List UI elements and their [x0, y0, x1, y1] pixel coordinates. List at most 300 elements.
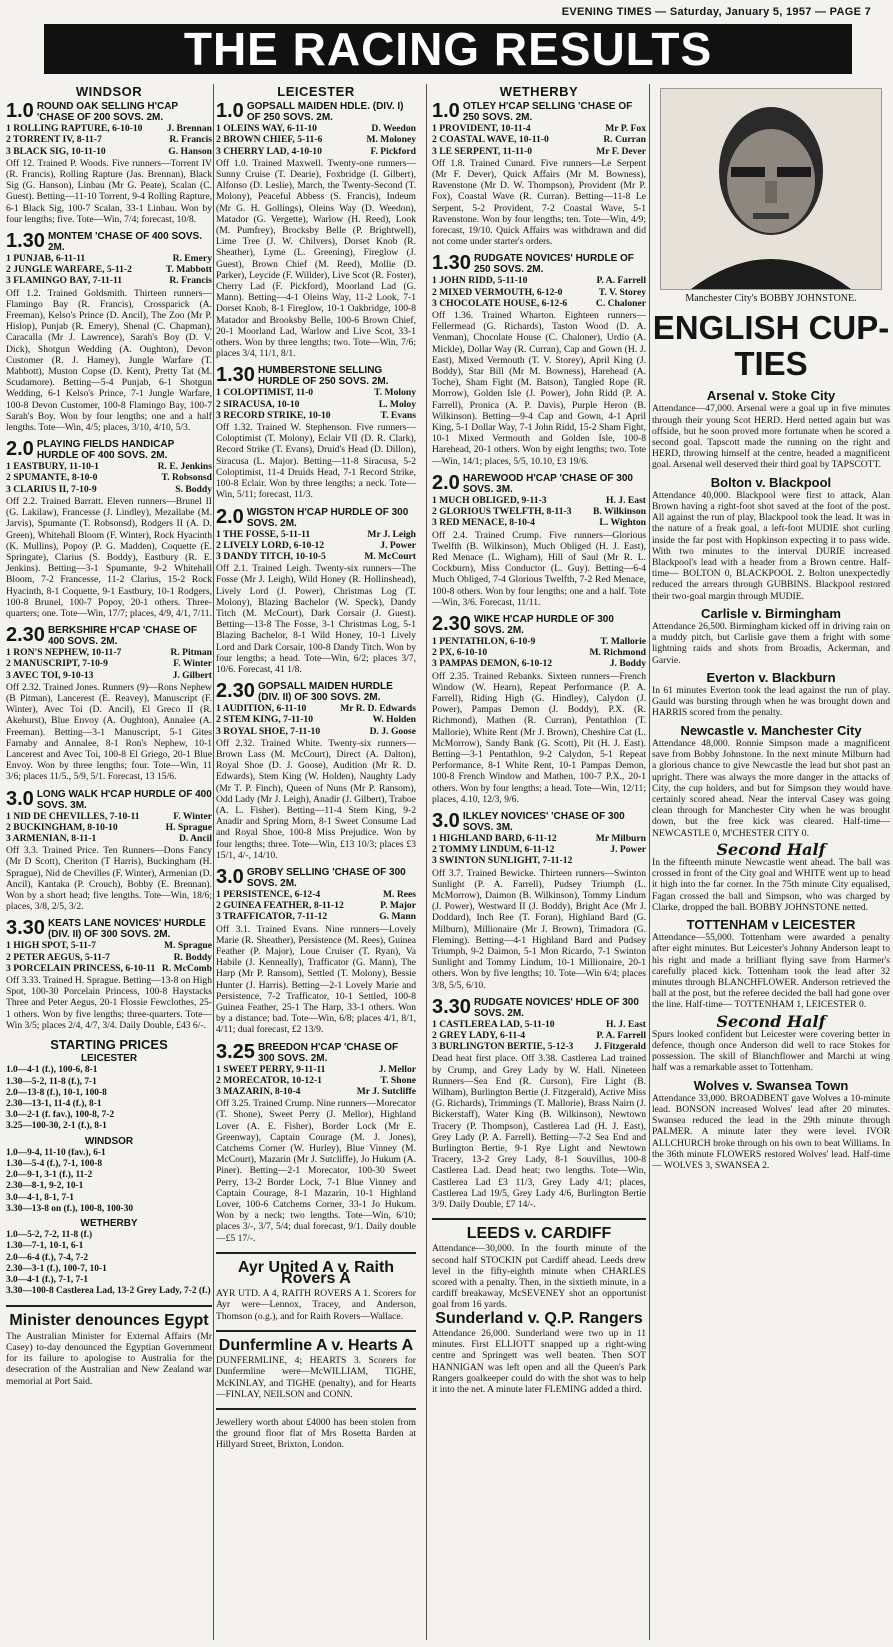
race-result: [6, 918, 212, 1031]
player-photo: [660, 88, 882, 290]
jockey-name: Mr P. Fox: [605, 123, 646, 135]
horse-name: 2 TOMMY LINDUM, 6-11-12: [432, 844, 555, 856]
course-name: WINDSOR: [75, 84, 143, 99]
jockey-name: R. Francis: [169, 134, 212, 146]
match-title: Arsenal v. Stoke City: [706, 388, 836, 404]
leeds-text: Attendance—30,000. In the fourth minute of the second half STOCKIN put Cardiff ahead. Leeds drew level in the fifty-eighth minute when CHARLES scored with a penalty. Then, in the sixtieth minute, in a cardiff breakaway, McSEVENEY shot an opportunist goal from 16 yards.: [432, 1243, 646, 1311]
match-report: Attendance—47,000. Arsenal were a goal up in five minutes through their young Scot HERD. Herd netted again but was offside, but he soon proved more fortunate when he scored a second goal. Tapscott made the running on the right and HERD, throwing himself at the centre, headed a magnificent goal. Arsenal well deserved their third goal by TAPSCOTT.: [652, 403, 890, 471]
horse-name: 1 HIGHLAND BARD, 6-11-12: [432, 832, 557, 844]
horse-name: 1 PERSISTENCE, 6-12-4: [216, 888, 321, 900]
horse-name: 1 RON'S NEPHEW, 10-11-7: [6, 647, 122, 659]
jockey-name: R. Curran: [603, 134, 646, 146]
horse-name: 3 LE SERPENT, 11-11-0: [432, 145, 533, 157]
race-report: Off 3.25. Trained Crump. Nine runners—Morecator (T. Shone), Sweet Perry (J. Mellor), Highland Lover (A. E. Fisher), Border Lock (Mr E. Greenway), Captain Courage (M. J. Jones), Catchems Corner (W. Hurley), Blue Vinney (M. McCourt), Mazarin (Mr J. Sutcliffe), Jo Hukum (A. Piner). Betting—2-1 Morecator, 100-30 Sweet Perry, 13-2 Border Lock, 7-1 Blue Vinney and Captain Courage, 8-1 Mazarin, 10-1 Highland Lover, 100-6 Catchems Corner, 33-1 Jo Hukum. Won by a neck; two lengths. Tote—Win, 6/10; places 3/-, 3/7, 5/4; dual forecast, 9/1. Daily double—£5 17/-.: [216, 1098, 416, 1244]
jockey-name: G. Hanson: [168, 145, 212, 157]
jockey-name: J. Boddy: [609, 658, 646, 670]
jockey-name: Mr R. D. Edwards: [340, 703, 416, 715]
match-report: In 61 minutes Everton took the lead against the run of play. Gauld was bursting through when he was brought down and HARRIS scored from the penalty.: [652, 685, 890, 719]
placing-row: [432, 123, 646, 134]
horse-name: 3 AVEC TOI, 9-10-13: [6, 669, 94, 681]
placing-row: [6, 123, 212, 134]
horse-name: 3 CLARIUS II, 7-10-9: [6, 483, 97, 495]
race-time: 1.0: [6, 100, 34, 123]
jockey-name: L. Moloy: [378, 398, 416, 410]
race-report: Off 1.2. Trained Goldsmith. Thirteen runners—Flamingo Bay (R. Francis), Crossparick (A. Freeman), Kelso's Prince (D. Ancil), The Zoo (Mr P. Hislop), Punjab (R. Emery), Shenal (C. Chapman), Caracalla (Mr J. Lawrence), Sarah's Boy (D. V. Dick), Shotgun Wedding (A. Oughton), Devon Customer (R. J. Hamey), Jungle Warfare (T. Mabbott), Muston Copse (D. Kent), Pretty Tat (M. Scudamore). Betting—5-4 Punjab, 6-1 Shotgun Wedding, 6-1 Kelso's Prince, 7-1 Jungle Warfare, 100-8 Devon Customer, 100-8 Flamingo Bay, 100-7 Sarah's Boy. Won by four lengths; one and a half lengths. Tote—Win, 4/5; places, 3/10, 4/10, 5/3.: [6, 287, 212, 434]
race-header: [216, 365, 416, 387]
jockey-name: M. Moloney: [366, 134, 416, 146]
placing-row: [216, 540, 416, 551]
horse-name: 2 GUINEA FEATHER, 8-11-12: [216, 900, 344, 912]
jockey-name: P. Major: [380, 900, 416, 912]
starting-price-line: 1.30—5-2, 11-8 (f.), 7-1: [6, 1076, 97, 1087]
course-wetherby: [432, 86, 646, 1210]
jockey-name: H. Sprague: [165, 821, 212, 833]
starting-price-line: 3.0—2-1 (f. fav.), 100-8, 7-2: [6, 1110, 115, 1121]
match-report: Attendance 33,000. BROADBENT gave Wolves a 10-minute lead. BONSON increased Wolves' lead after 20 minutes. Swansea reduced the lead in the 29th minute through PALMER. A minute later they were level. IVOR ALLCHURCH broke through on his own to beat Williams. In the 36th minute FLOWERS restored Wolves' lead. Half-time— WOLVES 3, SWANSEA 2.: [652, 1092, 890, 1171]
placing-row: [432, 636, 646, 647]
race-title: BERKSHIRE H'CAP 'CHASE OF 400 SOVS. 2M.: [47, 625, 197, 648]
horse-name: 2 COASTAL WAVE, 10-11-0: [432, 134, 549, 146]
race-report: Off 3.3. Trained Price. Ten Runners—Dons Fancy (Mr D Scott), Cheriton (T Harris), Buckingham (H. Sprague), Nid de Chevilles (F. Winter), Armenian (D. Ancil), Kantaka (P. Crouch), Bobby (E. Brennan). Won by a short head; five lengths. Tote—Win, 18/6; places, 3/8, 2/5, 3/2.: [6, 845, 212, 913]
race-header: [6, 789, 212, 811]
jockey-name: T. Mallorie: [600, 635, 646, 647]
race-time: 3.30: [432, 995, 471, 1018]
column-rule: [426, 84, 427, 1640]
jockey-name: M. Sprague: [164, 940, 212, 952]
horse-name: 3 PORCELAIN PRINCESS, 6-10-11: [6, 962, 156, 974]
horse-name: 2 GLORIOUS TWELFTH, 8-11-3: [432, 506, 572, 518]
starting-price-line: 3.25—100-30, 2-1 (f.), 8-1: [6, 1121, 107, 1132]
race-header: [432, 101, 646, 123]
match-title: Second Half: [716, 839, 826, 859]
placing-row: [432, 844, 646, 855]
placing-row: [432, 506, 646, 517]
horse-name: 1 HIGH SPOT, 5-11-7: [6, 940, 96, 952]
jockey-name: T. Molony: [374, 387, 416, 399]
jockey-name: T. Mabbott: [165, 264, 212, 276]
jockey-name: H. J. East: [606, 1018, 646, 1030]
column-leicester: [216, 84, 416, 1644]
starting-price-line: 2.0—13-8 (f.), 10-1, 100-8: [6, 1087, 107, 1098]
race-time: 1.0: [216, 100, 244, 123]
page-folio: EVENING TIMES — Saturday, January 5, 1957 — PAGE 7: [561, 6, 871, 18]
race-time: 3.0: [6, 787, 34, 810]
race-report: Off 2.32. Trained White. Twenty-six runners—Brown Lass (M. McCourt), Direct (A. Dalton), Royal Shoe (D. J. Goose), Audition (Mr R. D. Edwards), Stem King (W. Holden), Naughty Lady (Mr T. P. Finch), Queen of Nuns (Mr P. Ransom), Odd Lady (Mr J. Leigh), Anadir (J. Gilbert), Traboe (A. L. Fisher). Betting—11-4 Stem King, 9-2 Anadir and Spring Morn, 8-1 Sweet Consume Lad and Royal Shoe, 100-8 Miss Prejudice. Won by four lengths; three. Tote—Win, £13 10/3; places £3 15/1, 4/-, 14/10.: [216, 737, 416, 861]
race-report: Off 1.8. Trained Cunard. Five runners—Le Serpent (Mr F. Dever), Quick Affairs (Mr M. Bowness), Ravenstone (Mr D. W. Thompson), Provident (Mr P. Fox), Coastal Wave (R. Curran). Betting—11-8 Le Serpent, 5-2 Provident, 7-2 Coastal Wave, 5-1 Ravenstone. Won by four lengths; ten. Tote—Win, 4/9; forecast, 19/10. Quick Affairs was withdrawn and did not come under starter's orders.: [432, 157, 646, 248]
race-result: [216, 101, 416, 359]
placing-row: [432, 287, 646, 298]
race-result: [6, 789, 212, 913]
placing-row: [432, 1030, 646, 1041]
jockey-name: R. Boddy: [173, 951, 212, 963]
placing-row: [216, 410, 416, 421]
horse-name: 3 BLACK SIG, 10-11-10: [6, 145, 106, 157]
horse-name: 1 ROLLING RAPTURE, 6-10-10: [6, 123, 143, 135]
placing-row: [432, 1019, 646, 1030]
race-title: MONTEM 'CHASE OF 400 SOVS. 2M.: [47, 231, 203, 254]
horse-name: 3 ROYAL SHOE, 7-11-10: [216, 725, 321, 737]
placing-row: [432, 298, 646, 309]
race-time: 2.30: [432, 612, 471, 635]
jockey-name: D. Weedon: [371, 123, 416, 135]
placing-row: [432, 647, 646, 658]
horse-name: 2 MANUSCRIPT, 7-10-9: [6, 658, 108, 670]
race-report: Off 2.1. Trained Leigh. Twenty-six runners—The Fosse (Mr J. Leigh), Wild Honey (R. Hollinshead), Lively Lord (J. Power), Christmas Log (T. Molony), Blazing Bachelor (W. Speck), Dandy Titch (M. McCourt), Dark Corsair (J. Guest). Betting—13-8 The Fosse, 3-1 Christmas Log, 5-1 Blazing Bachelor, 8-1 Wild Honey, 10-1 Lively Lord and Dark Corsair, 100-8 Dandy Titch. Won by four lengths; a head. Tote—Win, 6/2; places 3/7, 10/6. Forecast, 41 1/8.: [216, 563, 416, 675]
race-result: [432, 101, 646, 247]
match-title: Wolves v. Swansea Town: [693, 1077, 849, 1093]
jockey-name: Mr J. Sutcliffe: [356, 1086, 416, 1098]
horse-name: 3 BURLINGTON BERTIE, 5-12-3: [432, 1041, 574, 1053]
placing-row: [216, 123, 416, 134]
column-windsor: [6, 84, 212, 1644]
placing-row: [6, 822, 212, 833]
dunfermline-headline: Dunfermline A v. Hearts A: [218, 1336, 414, 1354]
column-cup-ties: [652, 84, 890, 1644]
starting-price-line: 2.0—9-1, 3-1 (f.), 11-2: [6, 1170, 93, 1181]
starting-price-line: 1.0—9-4, 11-10 (fav.), 6-1: [6, 1147, 106, 1158]
horse-name: 1 NID DE CHEVILLES, 7-10-11: [6, 810, 140, 822]
horse-name: 1 PROVIDENT, 10-11-4: [432, 123, 531, 135]
jockey-name: J. Fitzgerald: [594, 1041, 646, 1053]
race-time: 3.30: [6, 917, 45, 940]
race-title: WIGSTON H'CAP HURDLE OF 300 SOVS. 2M.: [246, 506, 409, 529]
jockey-name: J. Gilbert: [172, 669, 212, 681]
jockey-name: F. Winter: [173, 810, 212, 822]
race-report: Dead heat first place. Off 3.38. Castlerea Lad trained by Crump, and Grey Lady by W. Hall. Nineteen Runners—Sea End (R. Curson), Fire Light (B. Wilham), Burlington Bertie (J. Fitzgerald), Active Miss (G. Richards), Trimmings (T. Mallorie), Brass Nairn (J. Bickerstaff), Water King (B. Wilkinson), Newtown Tracery (P. Thompson), Castlerea Lad (H. J. East), Grey Lady (P. A. Farrell). Betting—7-2 Sea End and Burlington Bertie, 9-1 Rye Light and Newtown Tracery, 13-2 Grey Lady, 8-1 Souvillus, 100-8 Castlerea Lad. Dead heat; two lengths. Tote—Win, Castlerea Lad £3 11/3, Grey Lady 4/1; places, Castlerea Lad 19/5, Grey Lady 4/6, Burlington Bertie 3/9. Daily Double, £7 14/-.: [432, 1053, 646, 1211]
horse-name: 2 PETER AEGUS, 5-11-7: [6, 951, 110, 963]
race-header: [432, 614, 646, 636]
horse-name: 1 PENTATHLON, 6-10-9: [432, 635, 536, 647]
starting-prices: [6, 1053, 212, 1297]
horse-name: 2 BROWN CHIEF, 5-11-6: [216, 134, 323, 146]
placing-row: [432, 275, 646, 286]
placing-row: [432, 495, 646, 506]
race-result: [216, 1042, 416, 1244]
race-time: 1.30: [6, 230, 45, 253]
jockey-name: S. Boddy: [175, 483, 212, 495]
race-time: 3.0: [432, 809, 460, 832]
race-header: [216, 867, 416, 889]
race-report: Off 3.1. Trained Evans. Nine runners—Lovely Marie (R. Sheather), Persistence (M. Rees), Guinea Feather (P. Major), Loue Cruiser (T. Ryan), Va Habile (J. Kenneally), Trafficator (G. Mann), The Harp (Mr P. Ransom), Settled (T. Molony), Bessie Hunter (J. Harris). Betting—2-1 Lovely Marie and Persistence, 7-2 Trafficator, 10-1 Settled, 100-8 Guinea Feather, 25-1 The Harp, 33-1 others. Won by a distance; bad. Tote—Win, 6/8; places 4/1, 8/1, 4/11; dual forecast, £2 13/9.: [216, 923, 416, 1036]
jockey-name: M. McCourt: [364, 550, 416, 562]
jockey-name: R. Francis: [169, 275, 212, 287]
racing-results-banner: THE RACING RESULTS: [44, 24, 852, 74]
placing-row: [6, 833, 212, 844]
jockey-name: J. Power: [610, 844, 646, 856]
starting-price-line: 1.30—5-4 (f.), 7-1, 100-8: [6, 1159, 103, 1170]
placing-row: [216, 529, 416, 540]
race-header: [216, 101, 416, 123]
race-title: ROUND OAK SELLING H'CAP 'CHASE OF 200 SOVS. 2M.: [36, 101, 178, 124]
minister-story: [6, 1305, 212, 1386]
match-title: Everton v. Blackburn: [706, 669, 836, 685]
placing-row: [432, 855, 646, 866]
horse-name: 1 CASTLEREA LAD, 5-11-10: [432, 1018, 555, 1030]
jockey-name: W. Holden: [372, 714, 416, 726]
jockey-name: F. Winter: [173, 658, 212, 670]
race-title: HUMBERSTONE SELLING HURDLE OF 250 SOVS. 2M.: [257, 365, 389, 388]
horse-name: 2 GREY LADY, 6-11-4: [432, 1030, 526, 1042]
course-name: WETHERBY: [499, 84, 579, 99]
cup-ties-reports: [652, 390, 890, 1171]
horse-name: 3 SWINTON SUNLIGHT, 7-11-12: [432, 855, 573, 867]
starting-price-line: 3.30—100-8 Castlerea Lad, 13-2 Grey Lady, 7-2 (f.): [6, 1286, 211, 1297]
placing-row: [216, 134, 416, 145]
jockey-name: F. Pickford: [370, 145, 416, 157]
race-title: PLAYING FIELDS HANDICAP HURDLE OF 400 SOVS. 2M.: [36, 439, 175, 462]
horse-name: 3 TRAFFICATOR, 7-11-12: [216, 911, 328, 923]
placing-row: [216, 399, 416, 410]
race-time: 2.30: [216, 680, 255, 703]
placing-row: [6, 484, 212, 495]
jockey-name: R. E. Jenkins: [157, 461, 212, 473]
race-title: RUDGATE NOVICES' HDLE OF 300 SOVS. 2M.: [473, 996, 639, 1019]
race-header: [216, 1042, 416, 1064]
jewellery-story: [216, 1408, 416, 1451]
race-time: 1.30: [216, 364, 255, 387]
jockey-name: T. Robsonsd: [161, 472, 212, 484]
placing-row: [6, 647, 212, 658]
race-report: Off 3.7. Trained Bewicke. Thirteen runners—Swinton Sunlight (P. A. Farrell), Pudsey Triumph (L. McMorrow), Daimon (B. Wilkinson), Tommy Lindum (J. Power), Westward II (J. Boddy), Bright Ace (Mr J. Doddard), Inch Ree (T. Foran), Highland Bard (G. Milburn), Millionaire (Mr J. Brown), Trimadora (G. Fleming). Betting—4-1 Highland Bard and Pudsey Triumph, 9-2 Daimon, 5-1 Mon Ricardo, 7-1 Swinton Sunlight and Tommy Lindum, 10-1 Millionaire, 20-1 others. Won by five lengths; 10. Tote—Win 6/4; places 3/8, 5/5, 6/10.: [432, 867, 646, 991]
placing-row: [6, 264, 212, 275]
match-title: Bolton v. Blackpool: [710, 474, 832, 490]
horse-name: 3 RED MENACE, 8-10-4: [432, 517, 535, 529]
starting-prices-course: WINDSOR: [84, 1135, 134, 1147]
starting-prices-heading: STARTING PRICES: [50, 1037, 168, 1053]
race-report: Off 1.32. Trained W. Stephenson. Five runners—Coloptimist (T. Molony), Eclair VII (D. R. Clark), Record Strike (T. Evans), Druid's Head (D. Dillon), Siracusa (L. Major). Betting—11-8 Siracusa, 5-2 Coloptimist, 11-4 Druids Head, 7-1 Record Strike, 100-8 Eclair. Won by three lengths; a neck. Tote—Win, 5/11; forecast, 11/3.: [216, 422, 416, 501]
race-result: [216, 507, 416, 676]
placing-row: [6, 134, 212, 145]
placing-row: [6, 461, 212, 472]
race-time: 1.0: [432, 100, 460, 123]
horse-name: 2 TORRENT IV, 8-11-7: [6, 134, 102, 146]
placing-row: [6, 811, 212, 822]
race-result: [432, 811, 646, 991]
jockey-name: B. Wilkinson: [593, 506, 646, 518]
horse-name: 1 MUCH OBLIGED, 9-11-3: [432, 494, 547, 506]
race-report: Off 1.36. Trained Wharton. Eighteen runners—Fellermead (G. Richards), Taston Wood (D. A. Venman), Chocolate House (C. Chaloner), Urdio (A. Mickle), Dollar Way (R. Curran), Cap and Gown (H. J. East), Mixed Vermouth (T. V. Storey), April King (J. Boddy), Star Bill (Mr M. Bowness), Harehead (A. Toche), Sham Fight (M. Batson), Tangled Rope (R. Morrow), Golden Isle (J. Power), John Ridd (P. A. Farrell), Pronica (A. P. Davis), Purple Heron (B. Wilkinson). Betting—9-4 Cap and Gown, 4-1 April King, 5-1 Dollar Way, 7-1 John Ridd, 15-2 Sham Fight, 10-1 Mixed Vermouth and Golden Isle, 100-8 Harehead, 20-1 others. Won by eight lengths; two. Tote—Win, 14/1; places, 5/5, 10.10, £3 19/6.: [432, 310, 646, 467]
leeds-story: [432, 1218, 646, 1310]
horse-name: 1 AUDITION, 6-11-10: [216, 703, 307, 715]
race-header: [6, 918, 212, 940]
race-time: 3.25: [216, 1040, 255, 1063]
race-result: [6, 231, 212, 433]
match-report: In the fifteenth minute Newcastle went ahead. The ball was crossed in front of the City goal and WHITE went up to head it high into the far corner. In the 75th minute City equalised, Fagan crossed the ball and Simpson, who was charged by Clarke, dropped the ball. BOBBY JOHNSTONE netted.: [652, 856, 890, 913]
placing-row: [6, 146, 212, 157]
horse-name: 2 JUNGLE WARFARE, 5-11-2: [6, 264, 132, 276]
race-time: 2.30: [6, 624, 45, 647]
race-time: 3.0: [216, 865, 244, 888]
race-header: [6, 439, 212, 461]
placing-row: [432, 517, 646, 528]
placing-row: [6, 952, 212, 963]
horse-name: 1 EASTBURY, 11-10-1: [6, 461, 99, 473]
horse-name: 2 SPUMANTE, 8-10-0: [6, 472, 98, 484]
jockey-name: H. J. East: [606, 494, 646, 506]
starting-price-line: 3.30—13-8 on (f.), 100-8, 100-30: [6, 1203, 134, 1214]
race-time: 1.30: [432, 252, 471, 275]
race-time: 2.0: [216, 505, 244, 528]
match-report: Attendance—55,000. Tottenham were awarded a penalty after eight minutes. But Leicester's Johnny Anderson leapt to his right and made a brilliant flying save from Harmer's carefully placed kick. Tottenham took the lead after 32 minutes through BLANCHFLOWER. Anderson retrieved the ball at the post, but the referee decided the ball had gone over the line. Half-time— TOTTENHAM 1, LEICESTER 0.: [652, 932, 890, 1011]
match-report: Attendance 40,000. Blackpool were first to attack, Alan Brown having a right-foot shot saved at the foot of the post. All against the run of play, Blackpool took the lead. It was in the nature of a freak goal, a left-foot MUDIE shot curling inside the far post with Hopkinson expecting it to pass wide. With two minutes to the interval DURIE increased Blackpool's lead with a header from a Brown centre. Half-time— BOLTON 0, BLACKPOOL 2. Bolton unexpectedly reduced the arrears through GUBBINS. Blackpool restored their two-goal margin through MUDIE.: [652, 489, 890, 602]
race-header: [216, 681, 416, 703]
placing-row: [6, 472, 212, 483]
starting-price-line: 1.0—5-2, 7-2, 11-8 (f.): [6, 1230, 93, 1241]
race-title: BREEDON H'CAP 'CHASE OF 300 SOVS. 2M.: [257, 1041, 399, 1064]
placing-row: [6, 658, 212, 669]
leeds-headline: LEEDS v. CARDIFF: [466, 1225, 612, 1243]
course-name: LEICESTER: [277, 84, 355, 99]
starting-prices-course: WETHERBY: [80, 1218, 138, 1230]
race-header: [216, 507, 416, 529]
dunfermline-text: DUNFERMLINE, 4; HEARTS 3. Scorers for Dunfermline were—McWILLIAM, TIGHE, McKINLAY, and TIGHE (penalty), and for Hearts—FINLAY, NEILSON and CONN.: [216, 1355, 416, 1400]
placing-row: [216, 1086, 416, 1097]
horse-name: 2 MIXED VERMOUTH, 6-12-0: [432, 286, 563, 298]
ayr-headline: Ayr United A v. Raith Rovers A: [237, 1258, 395, 1288]
race-header: [432, 811, 646, 833]
horse-name: 2 BUCKINGHAM, 8-10-10: [6, 821, 118, 833]
horse-name: 3 CHOCOLATE HOUSE, 6-12-6: [432, 297, 568, 309]
match-report: Attendance 26,500. Birmingham kicked off in driving rain on a muddy pitch, but Carlisle gave them a fright with some lightning raids and shots from Broadis, Ackerman, and Garvie.: [652, 621, 890, 666]
minister-text: The Australian Minister for External Affairs (Mr Casey) to-day denounced the Egyptian Government for its failure to apologise to Australia for the desecration of the Australian and New Zealand war memorial at Port Said.: [6, 1330, 212, 1387]
player-portrait-icon: [661, 89, 881, 289]
race-report: Off 3.33. Trained H. Sprague. Betting—13-8 on High Spot, 100-30 Porcelain Princess, 100-8 Haystacks Three and Peter Aegus, 20-1 Flossie Fewclothes, 25-1 others. Won by five lengths; three-quarters. Tote—Win 3/5; places 2/4, 4/7, 3/4. Daily Double, £43 6/-.: [6, 975, 212, 1031]
jockey-name: J. Power: [380, 539, 416, 551]
photo-caption: Manchester City's BOBBY JOHNSTONE.: [685, 293, 857, 304]
race-time: 2.0: [6, 438, 34, 461]
jockey-name: J. Mellor: [378, 1063, 416, 1075]
jockey-name: M. Richmond: [589, 647, 646, 659]
match-title: TOTTENHAM v LEICESTER: [686, 916, 856, 932]
match-title: Carlisle v. Birmingham: [701, 605, 841, 621]
race-result: [6, 439, 212, 619]
race-header: [432, 253, 646, 275]
starting-price-line: 2.30—3-1 (f.), 100-7, 10-1: [6, 1263, 107, 1274]
ayr-text: AYR UTD. A 4, RAITH ROVERS A 1. Scorers for Ayr were—Lennox, Tracey, and Anderson, Thomson (o.g.), and for Raith Rovers—Wallace.: [216, 1288, 416, 1322]
jockey-name: T. Evans: [380, 409, 416, 421]
race-report: Off 2.4. Trained Crump. Five runners—Glorious Twelfth (B. Wilkinson), Much Obliged (H. J. East), Red Menace (L. Wigham), Hill of Saul (Mr R. L. Cockburn), Miss Conductor (L. Guy). Betting—6-4 Much Obliged, 7-4 Glorious Twelfth, 7-2 Red Menace, 100-8 others. Won by four lengths; one and a half. Tote—Win, 3/6. Forecast, 11/11.: [432, 529, 646, 608]
cup-ties-headline: ENGLISH CUP-TIES: [652, 309, 890, 383]
placing-row: [216, 1064, 416, 1075]
race-time: 2.0: [432, 471, 460, 494]
course-windsor: [6, 86, 212, 1031]
jockey-name: J. Brennan: [166, 123, 212, 135]
race-result: [216, 365, 416, 500]
placing-row: [432, 833, 646, 844]
race-result: [6, 101, 212, 225]
placing-row: [6, 275, 212, 286]
jockey-name: R. McComb: [161, 962, 212, 974]
horse-name: 3 PAMPAS DEMON, 6-10-12: [432, 658, 553, 670]
horse-name: 3 MAZARIN, 8-10-4: [216, 1086, 301, 1098]
race-title: HAREWOOD H'CAP 'CHASE OF 300 SOVS. 3M.: [462, 472, 633, 495]
starting-price-line: 3.0—4-1 (f.), 7-1, 7-1: [6, 1275, 89, 1286]
placing-row: [216, 911, 416, 922]
race-report: Off 12. Trained P. Woods. Five runners—Torrent IV (R. Francis), Rolling Rapture (Jas. Brennan), Black Sig (G. Hanson), Linbau (Mr G. Peate), Scalan (C. Guest). Betting—11-10 Torrent, 9-4 Rolling Rapture, 6-1 Black Sig, 100-7 Scalan, 33-1 Linbau. Won by four lengths; five. Tote—Win, 7/4; forecast, 10/8.: [6, 157, 212, 225]
jockey-name: R. Emery: [172, 253, 212, 265]
jockey-name: D. Ancil: [178, 832, 212, 844]
jockey-name: T. V. Storey: [598, 286, 646, 298]
placing-row: [6, 963, 212, 974]
placing-row: [216, 551, 416, 562]
race-result: [432, 997, 646, 1210]
placing-row: [6, 940, 212, 951]
starting-price-line: 1.30—7-1, 10-1, 6-1: [6, 1241, 84, 1252]
sunderland-headline: Sunderland v. Q.P. Rangers: [435, 1309, 643, 1327]
race-title: ILKLEY NOVICES' 'CHASE OF 300 SOVS. 3M.: [462, 810, 625, 833]
race-report: Off 1.0. Trained Maxwell. Twenty-one runners—Sunny Cruise (T. Dearie), Foxbridge (I. Gilbert), Alfonso (D. Leslie), March, the Twenty-Second (T. Molony), Peaceful Abbess (S. Francis), Indeum (Mr G. H. Gollings), Oleins Way (D. Weedon), Matador (G. Vergette), Warlow (H. Reed), Look (M. Pumfrey), Brocksby Belle (P. Brightwell), Lime Tree (J. W. Chilvers), Dorset Knob (R. Sheather), Lyme (L. Greening), Fireglow (J. Guest), Brown Chief (M. Reed), Mollie (D. Parker), Leycide (F. Willder), Live Scot (R. Foster), Cherry Lad (F. Pickford), Moorland Lad (G. Mann). Betting—4-1 Oleins Way, 11-2 Look, 7-1 Dorset Knob, 8-1 Fireglow, 10-1 Oakbridge, 100-8 Matador and Brooksby Belle, 100-6 Brown Chief, 20-1 Moorland Lad, Warlow and Live Scot, 33-1 others. Won by three lengths; two. Tote—Win, 7/6; places 3/4, 11/1, 8/1.: [216, 157, 416, 360]
starting-price-line: 2.30—8-1, 9-2, 10-1: [6, 1181, 84, 1192]
race-report: Off 2.2. Trained Barratt. Eleven runners—Brunel II (G. Lakilaw), Francesse (J. Lindley), Mezallabe (M. Jarvis), Spumante (T. Robsonsd), Rodgers II (A. D. Green), Whitehall Bloom (F. Winter), Rock Hyacinth (K. Mullins), Popoy (P. G. Madden), Coquette (E. Springate), Clarius (S. Boddy), Eastbury (R. E. Jenkins). Betting—3-1 Spumante, 9-2 Whitehall Bloom, 7-2 Francesse, 11-2 Clarius, 15-2 Rock Hyacinth, 8-1 Coquette, 9-1 Eastbury, 10-1 Rodgers, 100-8 Brunel, 100-7 Popoy, 20-1 others. Three-quarters; one. Tote—Win, 17/7; places, 4/9, 4/1, 7/11.: [6, 495, 212, 619]
horse-name: 1 OLEINS WAY, 6-11-10: [216, 123, 317, 135]
jockey-name: Mr Milburn: [595, 832, 646, 844]
race-result: [432, 473, 646, 608]
ayr-story: [216, 1252, 416, 1322]
starting-price-line: 2.30—13-1, 11-4 (f.), 8-1: [6, 1099, 102, 1110]
placing-row: [432, 658, 646, 669]
jockey-name: C. Chaloner: [595, 297, 646, 309]
horse-name: 1 SWEET PERRY, 9-11-11: [216, 1063, 326, 1075]
placing-row: [216, 726, 416, 737]
race-result: [216, 867, 416, 1036]
dunfermline-story: [216, 1330, 416, 1400]
jockey-name: G. Mann: [379, 911, 416, 923]
column-wetherby: [432, 84, 646, 1644]
sunderland-text: Attendance 26,000. Sunderland were two up in 11 minutes. First ELLIOTT snapped up a right-wing centre and Springett was well beaten. Then SOT HANNIGAN was left open and all the Queen's Park Rangers goalkeeper could do with the shot was to help it into the net. A minute later FLEMING added a third.: [432, 1327, 646, 1395]
placing-row: [6, 253, 212, 264]
placing-row: [216, 146, 416, 157]
starting-price-line: 1.0—4-1 (f.), 100-6, 8-1: [6, 1065, 98, 1076]
horse-name: 2 SIRACUSA, 10-10: [216, 398, 300, 410]
placing-row: [216, 1075, 416, 1086]
jockey-name: P. A. Farrell: [596, 1030, 646, 1042]
race-result: [432, 253, 646, 466]
starting-price-line: 3.0—4-1, 8-1, 7-1: [6, 1192, 74, 1203]
horse-name: 3 DANDY TITCH, 10-10-5: [216, 550, 326, 562]
match-title: Second Half: [716, 1011, 826, 1031]
horse-name: 1 PUNJAB, 6-11-11: [6, 253, 86, 265]
race-title: LONG WALK H'CAP HURDLE OF 400 SOVS. 3M.: [36, 788, 212, 811]
race-result: [432, 614, 646, 805]
placing-row: [216, 889, 416, 900]
race-report: Off 2.35. Trained Rebanks. Sixteen runners—French Window (W. Hearn), Repeat Performance (P. A. Farrell), Riding High (G. Hindley), Calydon (J. Power), Pampas Demon (J. Boddy), P.X. (R. Richmond), Mathen (R. Curran), Pentathlon (T. Mallorie), White Rent (Mr J. Brown), Cheshire Cat (L. McMorrow), Sandy Bank (G. Scott), Pit (H. J. East). Betting—3-1 Pentathlon, 9-2 Calydon, 5-1 Repeat Performance, 8-1 White Rent, 10-1 Pampas Demon, 100-8 French Window and Mathen, 100-7 P.X., 20-1 others. Won by four lengths; a head. Tote—Win, 12/11; places, 4.10, 12/3, 9/6.: [432, 670, 646, 805]
race-header: [432, 473, 646, 495]
race-result: [216, 681, 416, 861]
column-rule: [213, 84, 214, 1640]
race-report: Off 2.32. Trained Jones. Runners (9)—Rons Nephew (B Pitman), Lancerest (E. Reavey), Manuscript (F. Winter), Avec Toi (D. Ancil), El Greco II (R. Akehurst), Blue Envoy (A. Oughton), Annalee (A. Freeman). Betting—3-1 Manuscript, 5-1 Gites Farnaby and Annalee, 8-1 Ron's Nephew, 10-1 Lancerest and Avec Toi, 100-8 El Griego, 20-1 Blue Envoy. Won by three lengths; four. Tote—Win, 11 3/6; places 11/5., 5/9, 5/1. Forecast, 13 15/6.: [6, 681, 212, 783]
race-header: [432, 997, 646, 1019]
match-report: Spurs looked confident but Leicester were covering better in defence, though once Anderson did well to race Stokes for possession. The skill of Blanchflower and Marchi at wing half was a remarkable asset to Tottenham.: [652, 1028, 890, 1074]
horse-name: 3 CHERRY LAD, 4-10-10: [216, 145, 322, 157]
match-title: Newcastle v. Manchester City: [680, 722, 862, 738]
horse-name: 2 PX, 6-10-10: [432, 647, 488, 659]
horse-name: 2 LIVELY LORD, 6-10-12: [216, 539, 325, 551]
race-header: [6, 231, 212, 253]
race-title: KEATS LANE NOVICES' HURDLE (DIV. II) OF 300 SOVS. 2M.: [47, 918, 206, 941]
placing-row: [432, 1041, 646, 1052]
race-title: WIKE H'CAP HURDLE OF 300 SOVS. 2M.: [473, 613, 614, 636]
column-rule: [649, 84, 650, 1640]
race-header: [6, 625, 212, 647]
race-title: RUDGATE NOVICES' HURDLE OF 250 SOVS. 2M.: [473, 253, 634, 276]
jockey-name: Mr F. Dever: [596, 145, 646, 157]
placing-row: [216, 714, 416, 725]
race-result: [6, 625, 212, 782]
horse-name: 1 THE FOSSE, 5-11-11: [216, 528, 311, 540]
race-title: OTLEY H'CAP SELLING 'CHASE OF 250 SOVS. 2M.: [462, 101, 633, 124]
placing-row: [6, 670, 212, 681]
placing-row: [432, 134, 646, 145]
